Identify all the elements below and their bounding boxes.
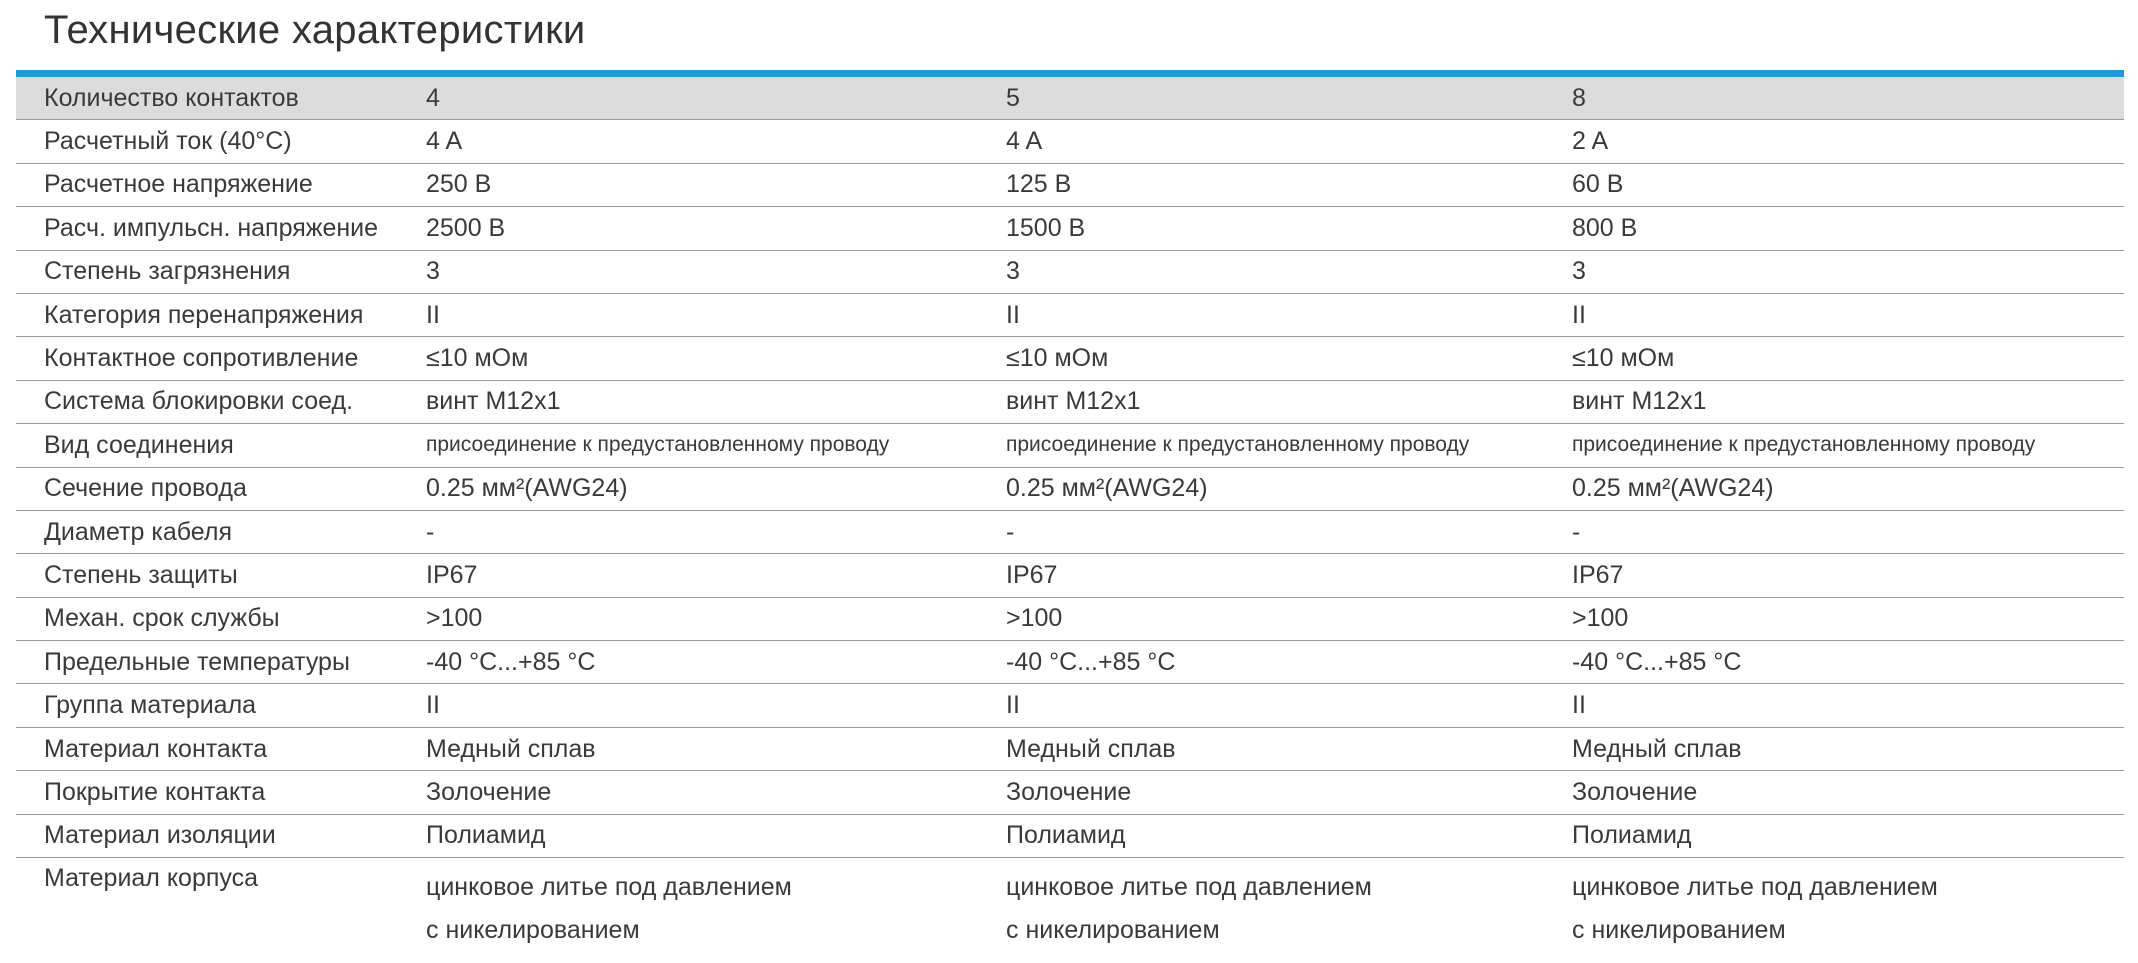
spec-value-col3: винт M12x1 [1572,380,2124,423]
spec-value-col1: ≤10 мОм [426,337,1006,380]
spec-value-col2: II [1006,684,1572,727]
spec-value-col3: Полиамид [1572,814,2124,857]
spec-label: Диаметр кабеля [16,510,426,553]
spec-value-col3: 800 В [1572,207,2124,250]
spec-label: Предельные температуры [16,641,426,684]
spec-value-col3: Медный сплав [1572,727,2124,770]
spec-row-insulation-material [16,814,2124,857]
spec-value-col1: 4 A [426,120,1006,163]
spec-value-col1: 250 В [426,163,1006,206]
spec-value-line2: с никелированием [426,916,640,945]
spec-value-col1: >100 [426,597,1006,640]
spec-row-overvoltage-category [16,293,2124,336]
spec-row-impulse-voltage [16,207,2124,250]
spec-label: Покрытие контакта [16,771,426,814]
spec-value-col3: 60 В [1572,163,2124,206]
spec-label: Система блокировки соед. [16,380,426,423]
title-accent-bar [16,70,2124,77]
spec-value-col3: II [1572,293,2124,336]
spec-value-col1: IP67 [426,554,1006,597]
spec-value-col2: Медный сплав [1006,727,1572,770]
spec-row-cable-diameter [16,510,2124,553]
spec-value-col2: винт M12x1 [1006,380,1572,423]
spec-row-protection-degree [16,554,2124,597]
spec-row-contact-material [16,727,2124,770]
spec-table [16,77,2124,954]
spec-label: Материал изоляции [16,814,426,857]
spec-value-col1: II [426,293,1006,336]
spec-value-col3: 8 [1572,77,2124,120]
spec-value-line2: с никелированием [1572,916,1786,945]
spec-value-col1: 2500 В [426,207,1006,250]
spec-value-col1: -40 °C...+85 °C [426,641,1006,684]
spec-label: Степень защиты [16,554,426,597]
spec-label: Степень загрязнения [16,250,426,293]
spec-value-line1: цинковое литье под давлением [1006,873,1372,902]
spec-value-col2: 4 A [1006,120,1572,163]
spec-value-line1: цинковое литье под давлением [426,873,792,902]
spec-row-locking-system [16,380,2124,423]
spec-label: Расч. импульсн. напряжение [16,207,426,250]
spec-value-col3: 0.25 мм²(AWG24) [1572,467,2124,510]
spec-value-col2: 1500 В [1006,207,1572,250]
spec-row-pollution-degree [16,250,2124,293]
spec-value-col2: II [1006,293,1572,336]
spec-value-col1: 3 [426,250,1006,293]
spec-value-col1: 0.25 мм²(AWG24) [426,467,1006,510]
spec-value-col2: 3 [1006,250,1572,293]
page-title: Технические характеристики [44,8,586,52]
spec-label: Материал контакта [16,727,426,770]
spec-value-col3: ≤10 мОм [1572,337,2124,380]
spec-value-col2: Полиамид [1006,814,1572,857]
spec-value-col2: 5 [1006,77,1572,120]
spec-label: Расчетное напряжение [16,163,426,206]
spec-label: Расчетный ток (40°C) [16,120,426,163]
spec-value-col1: - [426,510,1006,553]
spec-value-col1: II [426,684,1006,727]
spec-value-line2: с никелированием [1006,916,1220,945]
spec-label: Контактное сопротивление [16,337,426,380]
spec-label: Категория перенапряжения [16,293,426,336]
spec-row-contact-resistance [16,337,2124,380]
spec-value-col2: -40 °C...+85 °C [1006,641,1572,684]
spec-value-col3: 3 [1572,250,2124,293]
spec-value-col2: IP67 [1006,554,1572,597]
spec-label: Механ. срок службы [16,597,426,640]
spec-value-col2 [1006,858,1572,955]
spec-label: Группа материала [16,684,426,727]
spec-value-col3: Золочение [1572,771,2124,814]
spec-row-wire-cross-section [16,467,2124,510]
spec-value-col1: присоединение к предустановленному проводу [426,424,1006,467]
spec-value-col3: >100 [1572,597,2124,640]
spec-value-col1: Полиамид [426,814,1006,857]
spec-row-housing-material [16,858,2124,955]
spec-value-col1 [426,858,1006,955]
spec-value-col2: ≤10 мОм [1006,337,1572,380]
spec-row-contacts-count [16,77,2124,120]
spec-label: Вид соединения [16,424,426,467]
spec-value-col3 [1572,858,2124,955]
spec-value-col3: присоединение к предустановленному проводу [1572,424,2124,467]
spec-row-mechanical-life [16,597,2124,640]
spec-value-line1: цинковое литье под давлением [1572,873,1938,902]
spec-value-col1: 4 [426,77,1006,120]
spec-value-col3: 2 A [1572,120,2124,163]
spec-value-col2: Золочение [1006,771,1572,814]
spec-value-col3: II [1572,684,2124,727]
spec-label: Сечение провода [16,467,426,510]
spec-row-rated-current [16,120,2124,163]
spec-row-connection-type [16,424,2124,467]
spec-value-col2: 0.25 мм²(AWG24) [1006,467,1572,510]
spec-value-col3: -40 °C...+85 °C [1572,641,2124,684]
spec-row-contact-plating [16,771,2124,814]
spec-row-temperature-limits [16,641,2124,684]
spec-row-material-group [16,684,2124,727]
spec-row-rated-voltage [16,163,2124,206]
spec-label: Количество контактов [16,77,426,120]
spec-value-col3: IP67 [1572,554,2124,597]
spec-value-col1: Медный сплав [426,727,1006,770]
spec-value-col1: винт M12x1 [426,380,1006,423]
spec-value-col2: 125 В [1006,163,1572,206]
spec-value-col2: присоединение к предустановленному проводу [1006,424,1572,467]
spec-value-col2: >100 [1006,597,1572,640]
spec-label: Материал корпуса [44,864,259,893]
spec-value-col2: - [1006,510,1572,553]
spec-value-col3: - [1572,510,2124,553]
spec-value-col1: Золочение [426,771,1006,814]
